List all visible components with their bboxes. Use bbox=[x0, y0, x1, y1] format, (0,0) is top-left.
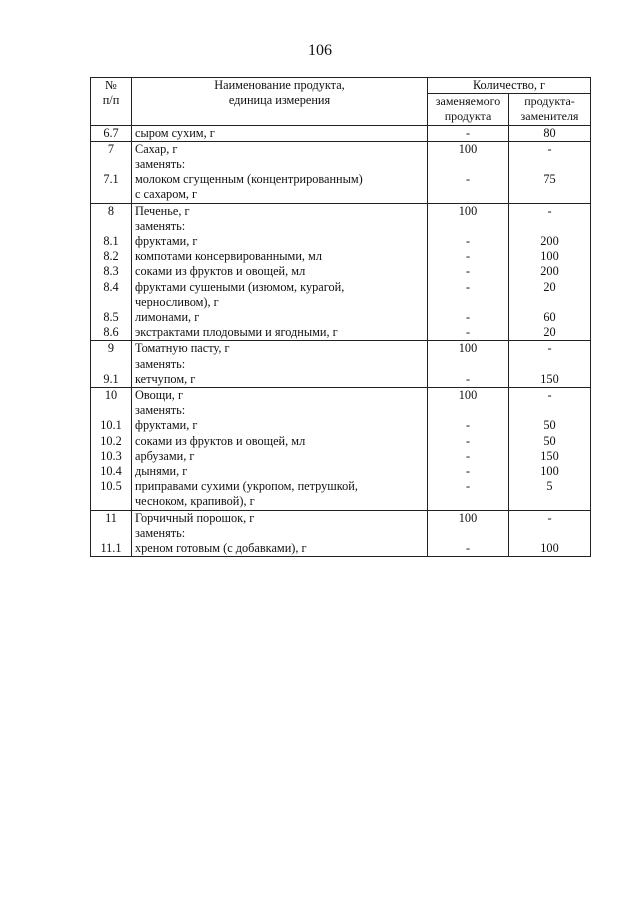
row-substitute-quantity: - bbox=[509, 510, 591, 526]
row-number: 7 bbox=[91, 141, 132, 157]
header-number-line1: № bbox=[105, 78, 117, 92]
header-number bbox=[91, 78, 132, 126]
row-replaced-quantity: - bbox=[428, 310, 509, 325]
row-product-name: Сахар, г bbox=[132, 141, 428, 157]
row-substitute-quantity: 75 bbox=[509, 172, 591, 187]
row-substitute-quantity bbox=[509, 403, 591, 418]
row-product-name: соками из фруктов и овощей, мл bbox=[132, 434, 428, 449]
row-product-name: Томатную пасту, г bbox=[132, 341, 428, 357]
row-number: 9 bbox=[91, 341, 132, 357]
table-row bbox=[91, 464, 591, 479]
row-replaced-quantity: - bbox=[428, 172, 509, 187]
table-body bbox=[91, 125, 591, 557]
row-number: 8.5 bbox=[91, 310, 132, 325]
row-replaced-quantity: - bbox=[428, 464, 509, 479]
row-number: 10.3 bbox=[91, 449, 132, 464]
row-substitute-quantity: 100 bbox=[509, 464, 591, 479]
row-product-name: заменять: bbox=[132, 219, 428, 234]
table-row bbox=[91, 141, 591, 157]
row-number: 8.4 bbox=[91, 280, 132, 295]
row-number: 8.1 bbox=[91, 234, 132, 249]
row-substitute-quantity: 60 bbox=[509, 310, 591, 325]
header-substitute-line1: продукта- bbox=[524, 94, 575, 109]
row-product-name: заменять: bbox=[132, 403, 428, 418]
row-product-name: компотами консервированными, мл bbox=[132, 249, 428, 264]
row-replaced-quantity: 100 bbox=[428, 510, 509, 526]
table-row bbox=[91, 372, 591, 388]
row-substitute-quantity: 100 bbox=[509, 249, 591, 264]
row-product-name: дынями, г bbox=[132, 464, 428, 479]
row-number: 10.1 bbox=[91, 418, 132, 433]
row-product-name: лимонами, г bbox=[132, 310, 428, 325]
row-replaced-quantity bbox=[428, 357, 509, 372]
header-product-name bbox=[132, 78, 428, 126]
row-replaced-quantity: - bbox=[428, 418, 509, 433]
row-product-name: экстрактами плодовыми и ягодными, г bbox=[132, 325, 428, 341]
row-product-name: Печенье, г bbox=[132, 203, 428, 219]
row-product-name: с сахаром, г bbox=[132, 187, 428, 203]
table-row bbox=[91, 541, 591, 557]
row-replaced-quantity: - bbox=[428, 249, 509, 264]
table-row bbox=[91, 172, 591, 187]
row-substitute-quantity bbox=[509, 219, 591, 234]
row-substitute-quantity: 150 bbox=[509, 449, 591, 464]
table-row bbox=[91, 280, 591, 295]
header-substitute-line2: заменителя bbox=[520, 109, 579, 124]
row-substitute-quantity: - bbox=[509, 203, 591, 219]
row-product-name: фруктами, г bbox=[132, 234, 428, 249]
row-product-name: хреном готовым (с добавками), г bbox=[132, 541, 428, 557]
row-number bbox=[91, 219, 132, 234]
row-substitute-quantity: 50 bbox=[509, 434, 591, 449]
row-replaced-quantity: 100 bbox=[428, 341, 509, 357]
row-replaced-quantity: - bbox=[428, 479, 509, 494]
row-number: 10.4 bbox=[91, 464, 132, 479]
row-number: 10.2 bbox=[91, 434, 132, 449]
row-substitute-quantity: 20 bbox=[509, 280, 591, 295]
table-row bbox=[91, 325, 591, 341]
row-replaced-quantity bbox=[428, 494, 509, 510]
row-replaced-quantity: - bbox=[428, 234, 509, 249]
row-replaced-quantity: 100 bbox=[428, 388, 509, 404]
row-product-name: заменять: bbox=[132, 357, 428, 372]
row-number bbox=[91, 187, 132, 203]
table-row bbox=[91, 310, 591, 325]
table-row bbox=[91, 219, 591, 234]
row-replaced-quantity: - bbox=[428, 541, 509, 557]
row-product-name: молоком сгущенным (концентрированным) bbox=[132, 172, 428, 187]
row-number bbox=[91, 157, 132, 172]
row-replaced-quantity: - bbox=[428, 434, 509, 449]
table-row bbox=[91, 157, 591, 172]
header-name-line1: Наименование продукта, bbox=[214, 78, 345, 92]
row-replaced-quantity: - bbox=[428, 264, 509, 279]
header-replaced-product bbox=[428, 94, 509, 125]
table-row bbox=[91, 479, 591, 494]
row-number bbox=[91, 494, 132, 510]
table-row bbox=[91, 357, 591, 372]
row-replaced-quantity bbox=[428, 157, 509, 172]
row-product-name: Овощи, г bbox=[132, 388, 428, 404]
row-product-name: фруктами сушеными (изюмом, курагой, bbox=[132, 280, 428, 295]
row-product-name: приправами сухими (укропом, петрушкой, bbox=[132, 479, 428, 494]
row-replaced-quantity: - bbox=[428, 449, 509, 464]
table-row bbox=[91, 418, 591, 433]
row-replaced-quantity: - bbox=[428, 280, 509, 295]
row-substitute-quantity: 150 bbox=[509, 372, 591, 388]
row-replaced-quantity: - bbox=[428, 372, 509, 388]
table-row bbox=[91, 403, 591, 418]
row-number: 9.1 bbox=[91, 372, 132, 388]
row-product-name: кетчупом, г bbox=[132, 372, 428, 388]
row-replaced-quantity: 100 bbox=[428, 141, 509, 157]
row-substitute-quantity: 100 bbox=[509, 541, 591, 557]
row-substitute-quantity bbox=[509, 295, 591, 310]
row-substitute-quantity: - bbox=[509, 341, 591, 357]
row-number bbox=[91, 526, 132, 541]
table-row bbox=[91, 341, 591, 357]
row-number: 10.5 bbox=[91, 479, 132, 494]
row-number: 11.1 bbox=[91, 541, 132, 557]
row-substitute-quantity: 20 bbox=[509, 325, 591, 341]
row-product-name: Горчичный порошок, г bbox=[132, 510, 428, 526]
header-number-line2: п/п bbox=[102, 93, 120, 108]
table-row bbox=[91, 249, 591, 264]
page-number: 106 bbox=[308, 42, 332, 59]
header-substitute-product bbox=[509, 94, 591, 125]
row-number: 8.3 bbox=[91, 264, 132, 279]
row-substitute-quantity: 200 bbox=[509, 234, 591, 249]
table-row bbox=[91, 125, 591, 141]
header-replaced-line1: заменяемого bbox=[435, 94, 501, 109]
row-product-name: арбузами, г bbox=[132, 449, 428, 464]
row-number: 7.1 bbox=[91, 172, 132, 187]
row-number: 8.2 bbox=[91, 249, 132, 264]
row-number bbox=[91, 295, 132, 310]
row-substitute-quantity bbox=[509, 187, 591, 203]
row-product-name: сыром сухим, г bbox=[132, 125, 428, 141]
row-number: 6.7 bbox=[91, 125, 132, 141]
row-replaced-quantity: 100 bbox=[428, 203, 509, 219]
row-number: 11 bbox=[91, 510, 132, 526]
row-product-name: заменять: bbox=[132, 526, 428, 541]
row-replaced-quantity bbox=[428, 187, 509, 203]
row-product-name: соками из фруктов и овощей, мл bbox=[132, 264, 428, 279]
row-replaced-quantity bbox=[428, 219, 509, 234]
row-number bbox=[91, 403, 132, 418]
row-substitute-quantity: 5 bbox=[509, 479, 591, 494]
row-replaced-quantity bbox=[428, 403, 509, 418]
table-row bbox=[91, 526, 591, 541]
header-quantity: Количество, г bbox=[428, 78, 591, 94]
table-row bbox=[91, 264, 591, 279]
header-name-line2: единица измерения bbox=[228, 93, 331, 108]
table-row bbox=[91, 388, 591, 404]
table-row bbox=[91, 434, 591, 449]
row-replaced-quantity: - bbox=[428, 125, 509, 141]
row-product-name: чесноком, крапивой), г bbox=[132, 494, 428, 510]
row-product-name: фруктами, г bbox=[132, 418, 428, 433]
row-product-name: заменять: bbox=[132, 157, 428, 172]
table-row bbox=[91, 187, 591, 203]
table-row bbox=[91, 203, 591, 219]
row-substitute-quantity: 50 bbox=[509, 418, 591, 433]
row-substitute-quantity: 80 bbox=[509, 125, 591, 141]
row-substitute-quantity bbox=[509, 526, 591, 541]
row-substitute-quantity bbox=[509, 494, 591, 510]
row-number: 8.6 bbox=[91, 325, 132, 341]
row-substitute-quantity bbox=[509, 357, 591, 372]
header-replaced-line2: продукта bbox=[444, 109, 492, 124]
row-replaced-quantity bbox=[428, 295, 509, 310]
row-replaced-quantity bbox=[428, 526, 509, 541]
row-substitute-quantity: - bbox=[509, 388, 591, 404]
row-substitute-quantity: - bbox=[509, 141, 591, 157]
row-number: 10 bbox=[91, 388, 132, 404]
table-row bbox=[91, 234, 591, 249]
table-row bbox=[91, 510, 591, 526]
row-replaced-quantity: - bbox=[428, 325, 509, 341]
table-row bbox=[91, 494, 591, 510]
row-substitute-quantity: 200 bbox=[509, 264, 591, 279]
table-header bbox=[91, 78, 591, 126]
row-product-name: черносливом), г bbox=[132, 295, 428, 310]
row-number bbox=[91, 357, 132, 372]
row-number: 8 bbox=[91, 203, 132, 219]
substitution-table bbox=[90, 77, 591, 557]
row-substitute-quantity bbox=[509, 157, 591, 172]
table-row bbox=[91, 295, 591, 310]
table-row bbox=[91, 449, 591, 464]
